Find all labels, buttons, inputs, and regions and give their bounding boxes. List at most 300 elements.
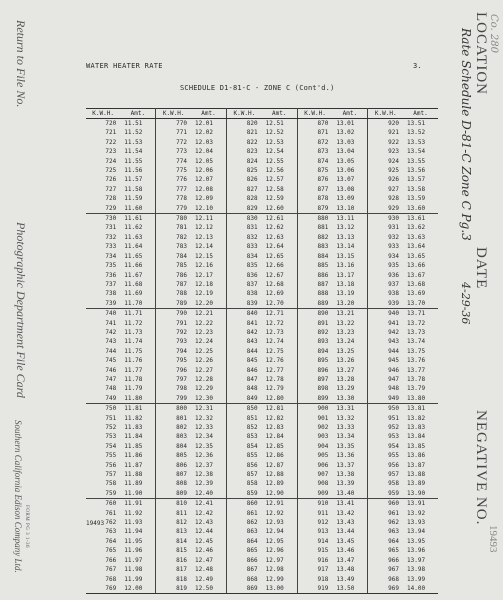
amount-cell: 13.36 — [332, 451, 368, 460]
kwh-cell: 835 — [246, 262, 258, 270]
amount-cell: 13.02 — [332, 128, 368, 137]
kwh-cell: 933 — [388, 243, 400, 251]
amount-cell: 13.94 — [407, 528, 426, 536]
kwh-cell: 798 — [176, 385, 187, 393]
kwh-cell: 943 — [388, 338, 400, 346]
kwh-cell: 728 — [105, 195, 117, 203]
column-header: Amt. — [332, 109, 368, 119]
kwh-cell: 877 — [317, 185, 329, 193]
amount-cell: 13.11 — [332, 214, 368, 224]
table-row — [86, 509, 438, 518]
table-row — [86, 280, 438, 289]
amount-cell: 12.86 — [262, 451, 298, 460]
kwh-cell: 777 — [176, 185, 187, 193]
kwh-cell: 899 — [297, 394, 332, 404]
kwh-cell: 812 — [176, 519, 187, 527]
kwh-cell: 793 — [176, 338, 187, 346]
amount-cell: 13.18 — [332, 280, 368, 289]
amount-cell: 12.26 — [191, 356, 227, 365]
amount-cell: 13.53 — [407, 138, 426, 146]
kwh-cell: 799 — [156, 394, 191, 404]
amount-cell: 13.51 — [407, 120, 426, 127]
column-header: K.W.H. — [368, 109, 403, 119]
amount-cell: 12.66 — [262, 261, 298, 270]
kwh-cell: 963 — [388, 528, 400, 536]
kwh-cell: 905 — [317, 452, 329, 460]
kwh-cell: 741 — [105, 319, 117, 327]
amount-cell: 13.05 — [332, 157, 368, 166]
amount-cell: 13.90 — [403, 489, 438, 499]
kwh-cell: 910 — [317, 500, 329, 508]
kwh-cell: 894 — [317, 347, 329, 355]
amount-cell: 13.96 — [407, 547, 426, 555]
amount-cell: 12.92 — [262, 509, 298, 518]
amount-cell: 13.07 — [332, 175, 368, 184]
kwh-cell: 841 — [246, 319, 258, 327]
amount-cell: 12.41 — [191, 499, 227, 509]
amount-cell: 12.09 — [191, 194, 227, 203]
amount-cell: 11.53 — [120, 138, 156, 147]
amount-cell: 13.74 — [407, 338, 426, 346]
kwh-cell: 815 — [176, 547, 187, 555]
kwh-cell: 776 — [176, 176, 187, 184]
amount-cell: 11.52 — [120, 128, 156, 137]
amount-cell: 11.54 — [120, 147, 156, 156]
kwh-cell: 773 — [176, 148, 187, 156]
amount-cell: 11.71 — [120, 309, 156, 319]
kwh-cell: 865 — [246, 547, 258, 555]
kwh-cell: 879 — [297, 204, 332, 214]
amount-cell: 11.98 — [120, 565, 156, 574]
kwh-cell: 886 — [317, 271, 329, 279]
kwh-cell: 738 — [105, 290, 117, 298]
amount-cell: 13.87 — [407, 461, 426, 469]
amount-cell: 11.89 — [120, 479, 156, 488]
amount-cell: 13.04 — [332, 147, 368, 156]
kwh-cell: 823 — [246, 148, 258, 156]
kwh-cell: 735 — [105, 262, 117, 270]
amount-cell: 13.26 — [332, 356, 368, 365]
amount-cell: 12.46 — [191, 546, 227, 555]
amount-cell: 12.03 — [191, 138, 227, 147]
table-row — [86, 233, 438, 242]
kwh-cell: 856 — [246, 461, 258, 469]
amount-cell: 11.62 — [120, 223, 156, 232]
amount-cell: 13.63 — [407, 233, 426, 241]
amount-cell: 12.29 — [191, 384, 227, 393]
amount-cell: 12.11 — [191, 214, 227, 224]
kwh-cell: 891 — [317, 319, 329, 327]
table-row — [86, 546, 438, 555]
kwh-cell: 934 — [388, 252, 400, 260]
amount-cell: 13.01 — [332, 119, 368, 129]
kwh-cell: 850 — [246, 405, 258, 413]
amount-cell: 12.97 — [262, 556, 298, 565]
amount-cell: 12.80 — [262, 394, 298, 404]
kwh-cell: 727 — [105, 185, 117, 193]
kwh-cell: 928 — [388, 195, 400, 203]
location-handwritten-value: Rate Schedule D-81-C Zone C Pg.3 — [459, 28, 473, 241]
amount-cell: 13.65 — [407, 252, 426, 260]
amount-cell: 13.73 — [407, 328, 426, 336]
amount-cell: 13.20 — [332, 299, 368, 309]
amount-cell: 13.88 — [407, 471, 426, 479]
amount-cell: 12.73 — [262, 328, 298, 337]
kwh-cell: 742 — [105, 328, 117, 336]
kwh-cell: 968 — [388, 575, 400, 583]
table-row — [86, 252, 438, 261]
amount-cell: 13.48 — [332, 565, 368, 574]
amount-cell: 12.54 — [262, 147, 298, 156]
kwh-cell: 814 — [176, 537, 187, 545]
amount-cell: 13.19 — [332, 289, 368, 298]
amount-cell: 13.42 — [332, 509, 368, 518]
kwh-cell: 749 — [86, 394, 120, 404]
amount-cell: 12.77 — [262, 366, 298, 375]
amount-cell: 12.52 — [262, 128, 298, 137]
kwh-cell: 821 — [246, 129, 258, 137]
amount-cell: 12.07 — [191, 175, 227, 184]
kwh-cell: 833 — [246, 243, 258, 251]
kwh-cell: 731 — [105, 224, 117, 232]
amount-cell: 13.24 — [332, 337, 368, 346]
kwh-cell: 869 — [227, 584, 262, 594]
kwh-cell: 929 — [368, 204, 403, 214]
amount-cell: 13.13 — [332, 233, 368, 242]
kwh-cell: 834 — [246, 252, 258, 260]
amount-cell: 12.82 — [262, 414, 298, 423]
amount-cell: 12.31 — [191, 404, 227, 414]
amount-cell: 11.80 — [120, 394, 156, 404]
kwh-cell: 729 — [86, 204, 120, 214]
table-row — [86, 461, 438, 470]
kwh-cell: 965 — [388, 547, 400, 555]
company-label: Southern California Edison Company Ltd. — [13, 420, 23, 573]
kwh-cell: 750 — [105, 405, 117, 413]
table-row — [86, 223, 438, 232]
kwh-cell: 744 — [105, 347, 117, 355]
kwh-cell: 882 — [317, 233, 329, 241]
amount-cell: 13.16 — [332, 261, 368, 270]
amount-cell: 11.55 — [120, 157, 156, 166]
amount-cell: 12.76 — [262, 356, 298, 365]
table-row — [86, 319, 438, 328]
amount-cell: 13.98 — [407, 566, 426, 574]
rate-table — [86, 108, 438, 594]
amount-cell: 13.25 — [332, 347, 368, 356]
kwh-cell: 734 — [105, 252, 117, 260]
amount-cell: 12.91 — [262, 499, 298, 509]
amount-cell: 13.33 — [332, 423, 368, 432]
amount-cell: 11.91 — [120, 499, 156, 509]
kwh-cell: 867 — [246, 566, 258, 574]
kwh-cell: 892 — [317, 328, 329, 336]
amount-cell: 12.44 — [191, 527, 227, 536]
amount-cell: 12.24 — [191, 337, 227, 346]
kwh-cell: 949 — [368, 394, 403, 404]
kwh-cell: 939 — [368, 299, 403, 309]
column-header: Amt. — [191, 109, 227, 119]
amount-cell: 12.49 — [191, 575, 227, 584]
kwh-cell: 909 — [297, 489, 332, 499]
kwh-cell: 876 — [317, 176, 329, 184]
kwh-cell: 836 — [246, 271, 258, 279]
kwh-cell: 739 — [86, 299, 120, 309]
amount-cell: 11.72 — [120, 319, 156, 328]
table-row — [86, 565, 438, 574]
amount-cell: 11.87 — [120, 461, 156, 470]
amount-cell: 11.63 — [120, 233, 156, 242]
kwh-cell: 915 — [317, 547, 329, 555]
kwh-cell: 896 — [317, 366, 329, 374]
amount-cell: 11.84 — [120, 432, 156, 441]
amount-cell: 12.95 — [262, 537, 298, 546]
kwh-cell: 857 — [246, 471, 258, 479]
amount-cell: 12.21 — [191, 309, 227, 319]
table-header-row — [86, 109, 438, 119]
column-header: K.W.H. — [297, 109, 332, 119]
kwh-cell: 838 — [246, 290, 258, 298]
column-header: K.W.H. — [86, 109, 120, 119]
return-to-file-label: Return to File No. — [14, 20, 28, 108]
kwh-cell: 851 — [246, 414, 258, 422]
table-row — [86, 499, 438, 509]
amount-cell: 12.40 — [191, 489, 227, 499]
table-row — [86, 584, 438, 594]
amount-cell: 12.84 — [262, 432, 298, 441]
table-row — [86, 214, 438, 224]
kwh-cell: 720 — [105, 120, 117, 127]
table-row — [86, 147, 438, 156]
kwh-cell: 941 — [388, 319, 400, 327]
kwh-cell: 890 — [317, 310, 329, 318]
amount-cell: 12.39 — [191, 479, 227, 488]
kwh-cell: 854 — [246, 442, 258, 450]
date-label: DATE — [473, 247, 489, 290]
kwh-cell: 842 — [246, 328, 258, 336]
amount-cell: 13.92 — [407, 509, 426, 517]
kwh-cell: 906 — [317, 461, 329, 469]
kwh-cell: 871 — [317, 129, 329, 137]
amount-cell: 13.34 — [332, 432, 368, 441]
amount-cell: 13.39 — [332, 479, 368, 488]
kwh-cell: 936 — [388, 271, 400, 279]
amount-cell: 11.64 — [120, 242, 156, 251]
amount-cell: 12.75 — [262, 347, 298, 356]
amount-cell: 12.18 — [191, 280, 227, 289]
amount-cell: 13.44 — [332, 527, 368, 536]
kwh-cell: 743 — [105, 338, 117, 346]
table-row — [86, 328, 438, 337]
amount-cell: 11.97 — [120, 556, 156, 565]
amount-cell: 12.36 — [191, 451, 227, 460]
kwh-cell: 895 — [317, 357, 329, 365]
kwh-cell: 912 — [317, 519, 329, 527]
kwh-cell: 962 — [388, 519, 400, 527]
kwh-cell: 774 — [176, 157, 187, 165]
amount-cell: 12.62 — [262, 223, 298, 232]
amount-cell: 11.57 — [120, 175, 156, 184]
column-header: Amt. — [262, 109, 298, 119]
amount-cell: 12.35 — [191, 442, 227, 451]
amount-cell: 13.30 — [332, 394, 368, 404]
kwh-cell: 887 — [317, 280, 329, 288]
kwh-cell: 874 — [317, 157, 329, 165]
kwh-cell: 878 — [317, 195, 329, 203]
kwh-cell: 862 — [246, 519, 258, 527]
amount-cell: 11.96 — [120, 546, 156, 555]
kwh-cell: 825 — [246, 167, 258, 175]
amount-cell: 11.75 — [120, 347, 156, 356]
amount-cell: 13.77 — [407, 366, 426, 374]
amount-cell: 13.40 — [332, 489, 368, 499]
schedule-title: SCHEDULE D1-81-C - ZONE C (Cont'd.) — [180, 84, 335, 92]
table-row — [86, 309, 438, 319]
kwh-cell: 767 — [105, 566, 117, 574]
kwh-cell: 800 — [176, 405, 187, 413]
negative-label: NEGATIVE NO. — [473, 410, 489, 526]
kwh-cell: 831 — [246, 224, 258, 232]
amount-cell: 11.58 — [120, 185, 156, 194]
amount-cell: 12.16 — [191, 261, 227, 270]
kwh-cell: 816 — [176, 556, 187, 564]
amount-cell: 12.79 — [262, 384, 298, 393]
amount-cell: 12.70 — [262, 299, 298, 309]
amount-cell: 13.62 — [407, 224, 426, 232]
kwh-cell: 765 — [105, 547, 117, 555]
amount-cell: 12.34 — [191, 432, 227, 441]
amount-cell: 12.15 — [191, 252, 227, 261]
amount-cell: 13.69 — [407, 290, 426, 298]
kwh-cell: 866 — [246, 556, 258, 564]
amount-cell: 13.17 — [332, 271, 368, 280]
corner-handwritten-text: Co. 280 — [488, 14, 499, 53]
kwh-cell: 950 — [388, 405, 400, 413]
kwh-cell: 844 — [246, 347, 258, 355]
amount-cell: 12.43 — [191, 518, 227, 527]
amount-cell: 12.63 — [262, 233, 298, 242]
amount-cell: 13.14 — [332, 242, 368, 251]
kwh-cell: 959 — [368, 489, 403, 499]
table-row — [86, 423, 438, 432]
amount-cell: 12.67 — [262, 271, 298, 280]
kwh-cell: 794 — [176, 347, 187, 355]
amount-cell: 12.72 — [262, 319, 298, 328]
amount-cell: 13.23 — [332, 328, 368, 337]
kwh-cell: 824 — [246, 157, 258, 165]
kwh-cell: 958 — [388, 480, 400, 488]
amount-cell: 12.42 — [191, 509, 227, 518]
table-row — [86, 404, 438, 414]
kwh-cell: 747 — [105, 375, 117, 383]
table-row — [86, 366, 438, 375]
table-row — [86, 356, 438, 365]
amount-cell: 12.04 — [191, 147, 227, 156]
amount-cell: 13.81 — [407, 405, 426, 413]
amount-cell: 13.32 — [332, 414, 368, 423]
kwh-cell: 768 — [105, 575, 117, 583]
kwh-cell: 881 — [317, 224, 329, 232]
kwh-cell: 885 — [317, 262, 329, 270]
kwh-cell: 860 — [246, 500, 258, 508]
amount-cell: 13.31 — [332, 404, 368, 414]
amount-cell: 12.81 — [262, 404, 298, 414]
kwh-cell: 806 — [176, 461, 187, 469]
amount-cell: 13.52 — [407, 129, 426, 137]
kwh-cell: 770 — [176, 120, 187, 127]
amount-cell: 12.06 — [191, 166, 227, 175]
kwh-cell: 902 — [317, 424, 329, 431]
amount-cell: 11.68 — [120, 280, 156, 289]
amount-cell: 12.47 — [191, 556, 227, 565]
table-row — [86, 271, 438, 280]
kwh-cell: 846 — [246, 366, 258, 374]
kwh-cell: 722 — [105, 138, 117, 146]
kwh-cell: 848 — [246, 385, 258, 393]
amount-cell: 13.76 — [407, 357, 426, 365]
kwh-cell: 940 — [388, 310, 400, 318]
amount-cell: 12.88 — [262, 470, 298, 479]
table-row — [86, 414, 438, 423]
kwh-cell: 724 — [105, 157, 117, 165]
amount-cell: 12.65 — [262, 252, 298, 261]
date-value: 4-29-36 — [459, 282, 472, 325]
kwh-cell: 748 — [105, 385, 117, 393]
kwh-cell: 733 — [105, 243, 117, 251]
kwh-cell: 822 — [246, 138, 258, 146]
kwh-cell: 820 — [246, 120, 258, 127]
amount-cell: 12.38 — [191, 470, 227, 479]
kwh-cell: 797 — [176, 375, 187, 383]
amount-cell: 12.58 — [262, 185, 298, 194]
table-row — [86, 185, 438, 194]
kwh-cell: 827 — [246, 185, 258, 193]
kwh-cell: 901 — [317, 414, 329, 422]
amount-cell: 12.48 — [191, 565, 227, 574]
kwh-cell: 766 — [105, 556, 117, 564]
amount-cell: 13.56 — [407, 167, 426, 175]
kwh-cell: 925 — [388, 167, 400, 175]
rate-table-body — [86, 119, 438, 594]
page-number: 3. — [413, 62, 422, 70]
kwh-cell: 762 — [105, 519, 117, 527]
document-header: WATER HEATER RATE — [86, 62, 163, 70]
table-row — [86, 289, 438, 298]
kwh-cell: 961 — [388, 509, 400, 517]
amount-cell: 12.71 — [262, 309, 298, 319]
kwh-cell: 789 — [156, 299, 191, 309]
amount-cell: 12.83 — [262, 423, 298, 432]
kwh-cell: 944 — [388, 347, 400, 355]
location-label: LOCATION — [473, 12, 489, 95]
amount-cell: 13.45 — [332, 537, 368, 546]
amount-cell: 13.75 — [407, 347, 426, 355]
amount-cell: 13.99 — [407, 575, 426, 583]
kwh-cell: 942 — [388, 328, 400, 336]
kwh-cell: 763 — [105, 528, 117, 536]
table-row — [86, 442, 438, 451]
amount-cell: 13.38 — [332, 470, 368, 479]
amount-cell: 12.99 — [262, 575, 298, 584]
amount-cell: 11.79 — [120, 384, 156, 393]
kwh-cell: 811 — [176, 509, 187, 517]
kwh-cell: 809 — [156, 489, 191, 499]
kwh-cell: 785 — [176, 262, 187, 270]
amount-cell: 12.22 — [191, 319, 227, 328]
amount-cell: 13.84 — [407, 433, 426, 441]
kwh-cell: 752 — [105, 424, 117, 431]
amount-cell: 13.55 — [407, 157, 426, 165]
